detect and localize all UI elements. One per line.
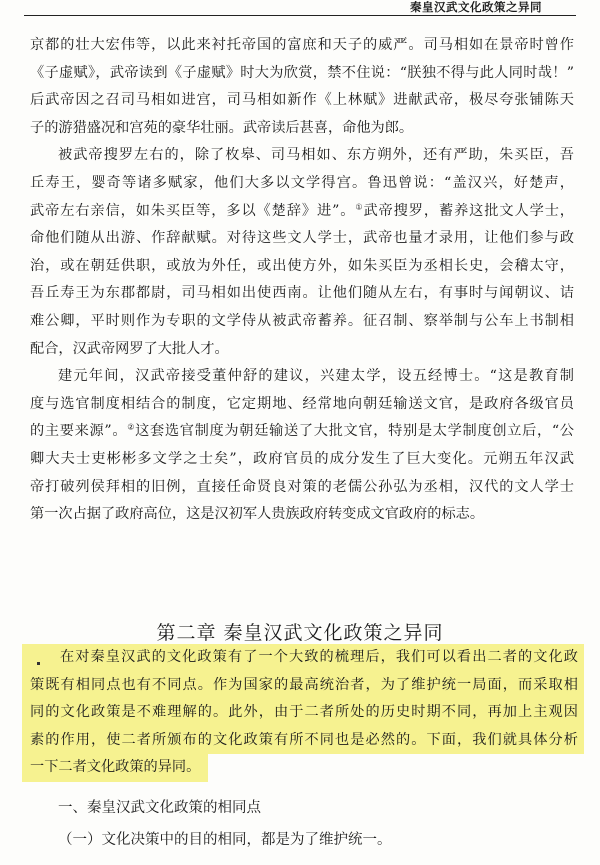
section-heading: 一、秦皇汉武文化政策的相同点 xyxy=(58,800,261,816)
paragraph-line: 命他们随从出游、作辞献赋。对待这些文人学士，武帝也量才录用，让他们参与政 xyxy=(30,230,574,247)
footnote-marker: ① xyxy=(355,201,364,211)
paragraph-line: 配合，汉武帝网罗了大批人才。 xyxy=(30,340,229,357)
highlighted-line: 在对秦皇汉武的文化政策有了一个大致的梳理后，我们可以看出二者的文化政 xyxy=(22,644,584,672)
running-header: 秦皇汉武文化政策之异同 xyxy=(24,0,576,16)
paragraph-line xyxy=(30,418,574,446)
paragraph-line: 子的游猎盛况和宫苑的豪华壮丽。武帝读后甚喜，命他为郎。 xyxy=(30,119,414,136)
line-segment: 的主要来源”。 xyxy=(30,423,128,440)
line-segment: 武帝搜罗，蓄养这批文人学士， xyxy=(363,202,574,219)
margin-mark xyxy=(37,662,40,665)
paragraph-line: 难公卿，平时则作为专职的文学侍从被武帝蓄养。征召制、察举制与公车上书制相 xyxy=(30,312,574,329)
paragraph-line: 治，或在朝廷供职，或放为外任，或出使方外，如朱买臣为丞相长史，会稽太守， xyxy=(30,257,574,274)
paragraph-line: 建元年间，汉武帝接受董仲舒的建议，兴建太学，设五经博士。“这是教育制 xyxy=(58,368,574,385)
highlighted-line: 同的文化政策是不难理解的。此外，由于二者所处的历史时期不同，再加上主观因 xyxy=(22,699,584,727)
paragraph-line: 丘寿王，婴奇等诸多赋家，他们大多以文学得宫。鲁迅曾说：“盖汉兴，好楚声， xyxy=(30,174,574,191)
subsection-heading: （一）文化决策中的目的相同，都是为了维护统一。 xyxy=(58,832,392,848)
highlighted-line: 一下二者文化政策的异同。 xyxy=(22,754,208,782)
body-text xyxy=(30,32,574,529)
highlighted-intro-paragraph xyxy=(22,644,584,782)
highlighted-line: 素的作用，使二者所颁布的文化政策有所不同也是必然的。下面，我们就具体分析 xyxy=(22,727,584,755)
paragraph-line: 《子虚赋》，武帝读到《子虚赋》时大为欣赏，禁不住说：“朕独不得与此人同时哉！” xyxy=(30,64,574,81)
paragraph-line: 帝打破列侯拜相的旧例，直接任命贤良对策的老儒公孙弘为丞相，汉代的文人学士 xyxy=(30,478,574,495)
paragraph-line: 度与选官制度相结合的制度，它定期地、经常地向朝廷输送文官，是政府各级官员 xyxy=(30,395,574,412)
paragraph-line: 第一次占据了政府高位，这是汉初军人贵族政府转变成文官政府的标志。 xyxy=(30,506,485,523)
paragraph-line: 后武帝因之召司马相如进宫，司马相如新作《上林赋》进献武帝，极尽夸张铺陈天 xyxy=(30,92,574,109)
paragraph-line xyxy=(30,198,574,226)
line-segment: 武帝左右亲信，如朱买臣等，多以《楚辞》进”。 xyxy=(30,202,356,219)
paragraph-line: 吾丘寿王为东郡都尉，司马相如出使西南。让他们随从左右，有事时与闻朝议、诘 xyxy=(30,285,574,302)
paragraph-line: 卿大夫士吏彬彬多文学之士矣”，政府官员的成分发生了巨大变化。元朔五年汉武 xyxy=(30,450,574,467)
paragraph-line: 京都的壮大宏伟等，以此来衬托帝国的富庶和天子的威严。司马相如在景帝时曾作 xyxy=(30,37,574,53)
footnote-marker: ② xyxy=(127,422,136,432)
chapter-title: 第二章 秦皇汉武文化政策之异同 xyxy=(156,622,444,644)
highlighted-line: 策既有相同点也有不同点。作为国家的最高统治者，为了维护统一局面，而采取相 xyxy=(22,672,584,700)
paragraph-line: 被武帝搜罗左右的，除了枚皋、司马相如、东方朔外，还有严助，朱买臣，吾 xyxy=(58,147,574,164)
line-segment: 这套选官制度为朝廷输送了大批文官，特别是太学制度创立后，“公 xyxy=(135,423,574,440)
